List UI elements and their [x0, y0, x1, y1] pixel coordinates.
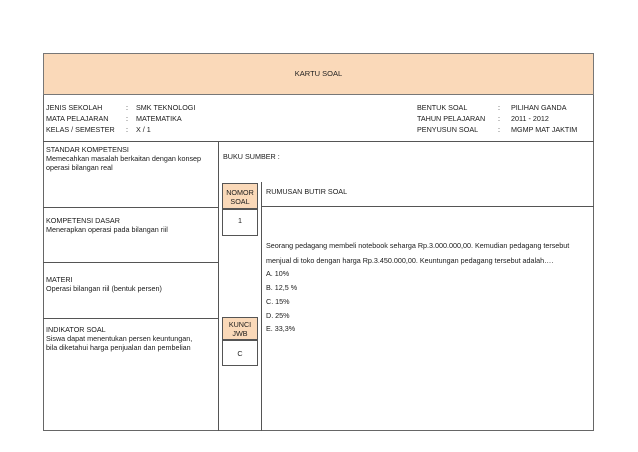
option-d: D. 25% — [266, 311, 290, 320]
question-text: menjual di toko dengan harga Rp.3.450.000,00. Keuntungan pedagang tersebut adalah…. — [266, 256, 554, 265]
nomor-label: NOMOR — [226, 188, 254, 197]
kunci-label: KUNCI — [228, 320, 252, 329]
info-sep: : — [498, 114, 500, 123]
kunci-value-box — [222, 340, 258, 366]
indikator-heading: INDIKATOR SOAL — [46, 325, 106, 334]
divider — [261, 206, 594, 207]
divider — [261, 182, 262, 431]
nomor-soal-header — [222, 183, 258, 209]
nomor-label: SOAL — [230, 197, 250, 206]
question-text: Seorang pedagang membeli notebook seharga Rp.3.000.000,00. Kemudian pedagang tersebut — [266, 241, 570, 250]
divider — [43, 262, 218, 263]
option-b: B. 12,5 % — [266, 283, 298, 292]
info-label: KELAS / SEMESTER — [46, 125, 115, 134]
info-value: SMK TEKNOLOGI — [136, 103, 196, 112]
info-label: MATA PELAJARAN — [46, 114, 109, 123]
kunci-header — [222, 317, 258, 340]
option-a: A. 10% — [266, 269, 290, 278]
indikator-text: Siswa dapat menentukan persen keuntungan, — [46, 334, 193, 343]
info-label: PENYUSUN SOAL — [417, 125, 479, 134]
info-label: BENTUK SOAL — [417, 103, 468, 112]
info-sep: : — [126, 125, 128, 134]
card-title: KARTU SOAL — [294, 69, 343, 78]
info-value: PILIHAN GANDA — [511, 103, 567, 112]
standar-text: Memecahkan masalah berkaitan dengan konsep — [46, 154, 202, 163]
nomor-value: 1 — [238, 216, 242, 225]
buku-sumber: BUKU SUMBER : — [223, 152, 280, 161]
divider — [43, 318, 218, 319]
card-header — [43, 53, 594, 95]
rumusan-heading: RUMUSAN BUTIR SOAL — [266, 187, 348, 196]
materi-text: Operasi bilangan riil (bentuk persen) — [46, 284, 162, 293]
nomor-soal-value — [222, 209, 258, 236]
standar-heading: STANDAR KOMPETENSI — [46, 145, 129, 154]
info-sep: : — [498, 103, 500, 112]
standar-text: operasi bilangan real — [46, 163, 113, 172]
divider — [43, 207, 218, 208]
kunci-label: JWB — [232, 329, 248, 338]
info-sep: : — [498, 125, 500, 134]
info-value: X / 1 — [136, 125, 151, 134]
indikator-text: bila diketahui harga penjualan dan pembelian — [46, 343, 191, 352]
info-value: MGMP MAT JAKTIM — [511, 125, 578, 134]
materi-heading: MATERI — [46, 275, 73, 284]
info-value: MATEMATIKA — [136, 114, 182, 123]
divider — [43, 141, 594, 142]
info-label: JENIS SEKOLAH — [46, 103, 103, 112]
info-sep: : — [126, 114, 128, 123]
kompetensi-text: Menerapkan operasi pada bilangan riil — [46, 225, 168, 234]
kunci-value: C — [237, 349, 243, 358]
divider — [218, 141, 219, 431]
option-c: C. 15% — [266, 297, 290, 306]
info-value: 2011 - 2012 — [511, 114, 549, 123]
info-sep: : — [126, 103, 128, 112]
info-label: TAHUN PELAJARAN — [417, 114, 486, 123]
option-e: E. 33,3% — [266, 324, 296, 333]
kompetensi-heading: KOMPETENSI DASAR — [46, 216, 120, 225]
